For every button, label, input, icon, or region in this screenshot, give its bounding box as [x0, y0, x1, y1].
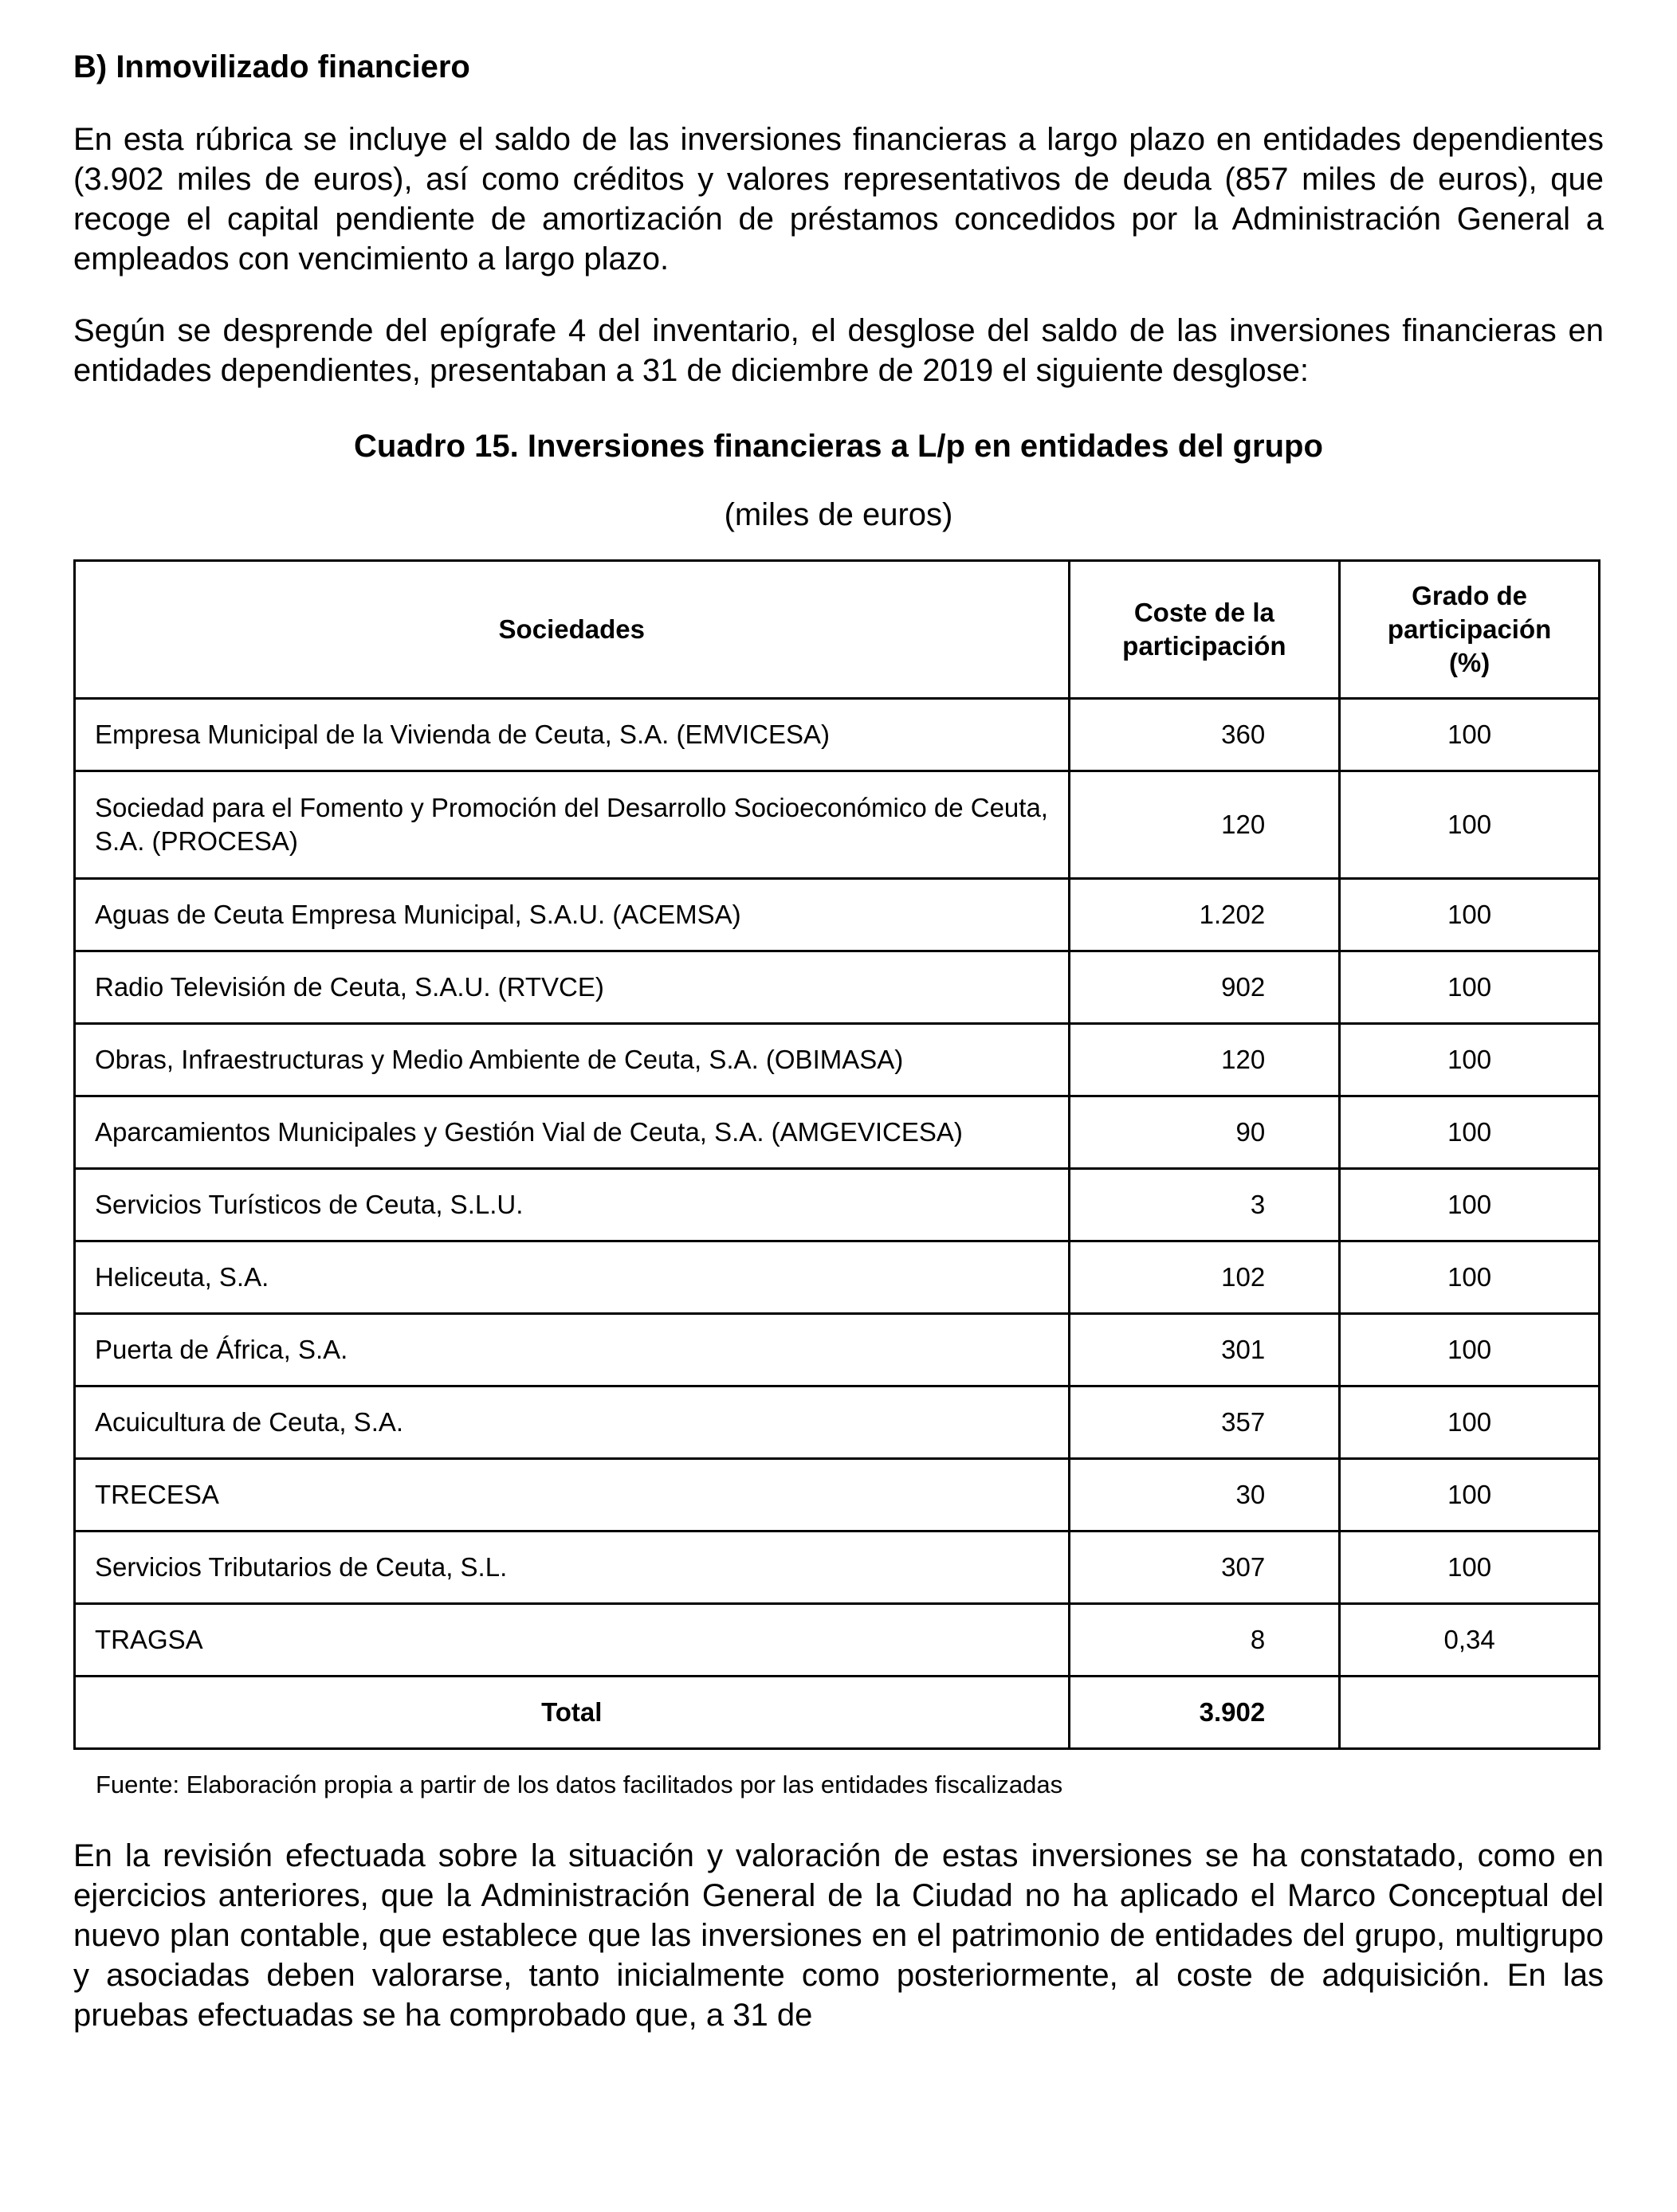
table-row — [75, 1532, 1600, 1604]
source-note: Fuente: Elaboración propia a partir de los datos facilitados por las entidades fiscalizadas — [96, 1771, 1063, 1798]
header-percentage: Grado de participación (%) — [1340, 561, 1600, 699]
total-percentage — [1340, 1677, 1600, 1749]
participation-percentage: 100 — [1340, 1459, 1600, 1532]
company-name: TRAGSA — [75, 1604, 1070, 1677]
participation-cost: 3 — [1069, 1169, 1340, 1241]
table-row — [75, 1241, 1600, 1314]
participation-cost: 120 — [1069, 771, 1340, 879]
company-name: Radio Televisión de Ceuta, S.A.U. (RTVCE) — [75, 951, 1070, 1024]
participation-cost: 902 — [1069, 951, 1340, 1024]
table-body — [75, 699, 1600, 1749]
participation-percentage: 100 — [1340, 879, 1600, 951]
company-name: Acuicultura de Ceuta, S.A. — [75, 1386, 1070, 1459]
participation-percentage: 100 — [1340, 1169, 1600, 1241]
participation-cost: 30 — [1069, 1459, 1340, 1532]
company-name: Puerta de África, S.A. — [75, 1314, 1070, 1386]
header-companies: Sociedades — [75, 561, 1070, 699]
participation-percentage: 100 — [1340, 699, 1600, 771]
table-row — [75, 1096, 1600, 1169]
participation-cost: 1.202 — [1069, 879, 1340, 951]
company-name: Heliceuta, S.A. — [75, 1241, 1070, 1314]
table-header-row — [75, 561, 1600, 699]
table-row — [75, 1459, 1600, 1532]
table-row — [75, 699, 1600, 771]
participation-percentage: 100 — [1340, 1024, 1600, 1096]
participation-cost: 360 — [1069, 699, 1340, 771]
table-row — [75, 951, 1600, 1024]
participation-percentage: 100 — [1340, 1314, 1600, 1386]
participation-cost: 301 — [1069, 1314, 1340, 1386]
table-total-row — [75, 1677, 1600, 1749]
participation-cost: 307 — [1069, 1532, 1340, 1604]
participation-percentage: 100 — [1340, 1241, 1600, 1314]
company-name: Sociedad para el Fomento y Promoción del Desarrollo Socioeconómico de Ceuta, S.A. (PROCESA) — [75, 771, 1070, 879]
participation-cost: 90 — [1069, 1096, 1340, 1169]
participation-percentage: 100 — [1340, 951, 1600, 1024]
participation-percentage: 100 — [1340, 1386, 1600, 1459]
company-name: Servicios Turísticos de Ceuta, S.L.U. — [75, 1169, 1070, 1241]
document-page — [73, 32, 1604, 2035]
table-row — [75, 879, 1600, 951]
company-name: Aguas de Ceuta Empresa Municipal, S.A.U. (ACEMSA) — [75, 879, 1070, 951]
table-row — [75, 1314, 1600, 1386]
company-name: Obras, Infraestructuras y Medio Ambiente de Ceuta, S.A. (OBIMASA) — [75, 1024, 1070, 1096]
total-label: Total — [75, 1677, 1070, 1749]
table-row — [75, 1169, 1600, 1241]
company-name: Aparcamientos Municipales y Gestión Vial de Ceuta, S.A. (AMGEVICESA) — [75, 1096, 1070, 1169]
participation-percentage: 0,34 — [1340, 1604, 1600, 1677]
table-row — [75, 1604, 1600, 1677]
paragraph-review: En la revisión efectuada sobre la situación y valoración de estas inversiones se ha constatado, como en ejercicios anteriores, que la Administración General de la Ciudad no ha aplicado el Marco Conceptual del nuevo plan contable, que establece que las inversiones en el patrimonio de entidades del grupo, multigrupo y asociadas deben valorarse, tanto inicialmente como posteriormente, al coste de adquisición. En las pruebas efectuadas se ha comprobado que, a 31 de — [73, 1838, 1604, 2033]
participation-cost: 102 — [1069, 1241, 1340, 1314]
participation-cost: 120 — [1069, 1024, 1340, 1096]
section-title: B) Inmovilizado financiero — [73, 49, 470, 84]
paragraph-breakdown: Según se desprende del epígrafe 4 del inventario, el desglose del saldo de las inversiones financieras en entidades dependientes, presentaban a 31 de diciembre de 2019 el siguiente desglose: — [73, 313, 1604, 388]
company-name: Servicios Tributarios de Ceuta, S.L. — [75, 1532, 1070, 1604]
paragraph-intro: En esta rúbrica se incluye el saldo de las inversiones financieras a largo plazo en entidades dependientes (3.902 miles de euros), así como créditos y valores representativos de deuda (857 miles de euros), que recoge el capital pendiente de amortización de préstamos concedidos por la Administración General a empleados con vencimiento a largo plazo. — [73, 122, 1604, 276]
participation-percentage: 100 — [1340, 1096, 1600, 1169]
table-row — [75, 1024, 1600, 1096]
company-name: TRECESA — [75, 1459, 1070, 1532]
table-row — [75, 1386, 1600, 1459]
participation-percentage: 100 — [1340, 771, 1600, 879]
investments-table — [73, 559, 1600, 1750]
participation-cost: 357 — [1069, 1386, 1340, 1459]
participation-percentage: 100 — [1340, 1532, 1600, 1604]
total-cost: 3.902 — [1069, 1677, 1340, 1749]
participation-cost: 8 — [1069, 1604, 1340, 1677]
table-row — [75, 771, 1600, 879]
table-units: (miles de euros) — [724, 497, 953, 532]
company-name: Empresa Municipal de la Vivienda de Ceuta, S.A. (EMVICESA) — [75, 699, 1070, 771]
header-cost: Coste de la participación — [1069, 561, 1340, 699]
table-caption: Cuadro 15. Inversiones financieras a L/p en entidades del grupo — [354, 429, 1323, 464]
